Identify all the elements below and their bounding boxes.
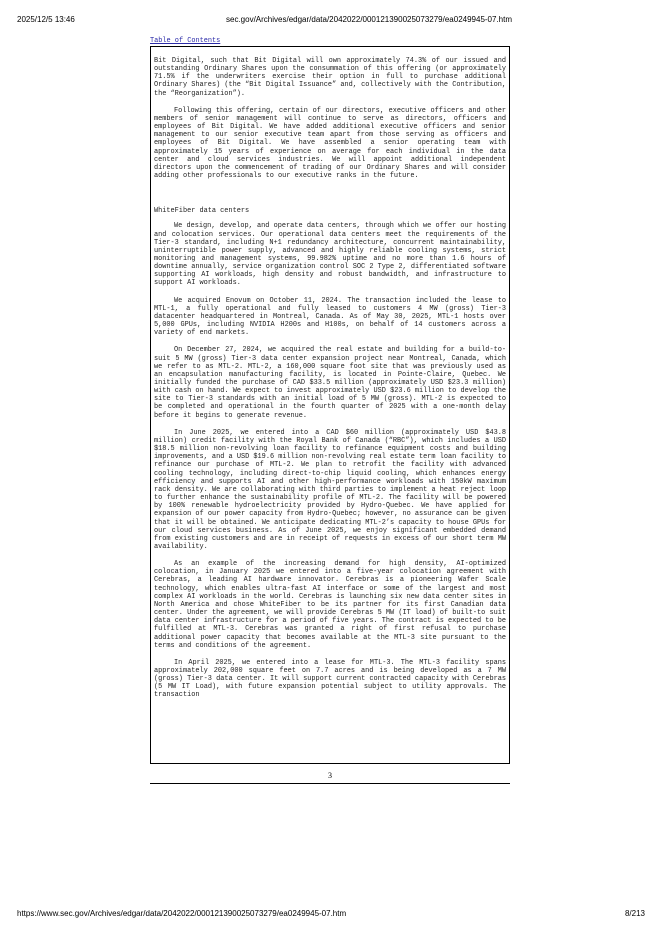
section-heading: WhiteFiber data centers <box>154 207 250 216</box>
print-page-title: sec.gov/Archives/edgar/data/2042022/000121390025073279/ea0249945-07.htm <box>226 15 513 24</box>
paragraph: In April 2025, we entered into a lease for MTL-3. The MTL-3 facility spans approximately 202,000 square feet on 7.7 acres and is being developed as a 7 MW (gross) Tier-3 data center. It will support current contracted capacity with Cerebras (5 MW IT Load), with future expansion potential subject to utility approvals. The transaction <box>154 658 506 700</box>
document-content-box <box>150 46 510 764</box>
paragraph: We design, develop, and operate data centers, through which we offer our hosting and colocation services. Our operational data centers meet the requirements of the Tier-3 standard, including N+1 redundancy architecture, concurrent maintainability, uninterruptible power supply, advanced and highly reliable cooling systems, strict monitoring and management systems, 99.982% uptime and no more than 1.6 hours of downtime annually, service organization control SOC 2 Type 2, differentiated software supporting AI workloads, high density and robust bandwidth, and infrastructure to support AI workloads. <box>154 222 506 288</box>
paragraph: On December 27, 2024, we acquired the real estate and building for a build-to-suit 5 MW (gross) Tier-3 data center expansion project near Montreal, Canada, which we refer to as MTL-2. MTL-2, a 160,000 square foot site that was previously used as an encapsulation manufacturing facility, is located in Pointe-Claire, Quebec. We initially funded the purchase of CAD $33.5 million (approximately USD $23.3 million) with cash on hand. We expect to invest approximately USD $23.6 million to develop the site to Tier-3 standards with an initial load of 5 MW (gross). MTL-2 is expected to be completed and operational in the fourth quarter of 2025 with a one-month delay before it begins to generate revenue. <box>154 346 506 420</box>
paragraph: In June 2025, we entered into a CAD $60 million (approximately USD $43.8 million) credit facility with the Royal Bank of Canada (“RBC”), which includes a USD $18.5 million non-revolving loan facility to refinance equipment costs and building improvements, and a USD $19.6 million non-revolving real estate term loan facility to refinance our purchase of MTL-2. We plan to retrofit the facility with advanced cooling technology, including direct-to-chip liquid cooling, which enhances energy efficiency and supports AI and other high-performance workloads with 150kW maximum rack density. We are collaborating with third parties to implement a heat reject loop to further enhance the sustainability profile of MTL-2. The facility will be powered by 100% renewable hydroelectricity provided by Hydro-Quebec. We have applied for expansion of our power capacity from Hydro-Quebec; however, no assurance can be given that it will be obtained. We anticipate dedicating MTL-2’s capacity to house GPUs for our cloud services business. As of June 2025, we enjoy significant embedded demand from existing customers and are in receipt of requests in excess of our short term MW availability. <box>154 428 506 551</box>
paragraph: As an example of the increasing demand for high density, AI-optimized colocation, in January 2025 we entered into a five-year colocation agreement with Cerebras, a leading AI hardware innovator. Cerebras is a pioneering Wafer Scale technology, which enables ultra-fast AI interface or some of the largest and most complex AI workloads in the world. Cerebras is launching six new data center sites in North America and chose WhiteFiber to be its partner for its first Canadian data center. Under the agreement, we will provide Cerebras 5 MW (IT load) of built-to suit data center infrastructure for a period of five years. The contract is expected to be fulfilled at MTL-3. Cerebras was granted a right of first refusal to purchase additional power capacity that becomes available at the MTL-3 site pursuant to the terms and conditions of the agreement. <box>154 560 506 650</box>
print-datetime: 2025/12/5 13:46 <box>17 15 75 24</box>
paragraph: Following this offering, certain of our directors, executive officers and other members of senior management will continue to serve as directors, officers and employees of Bit Digital. We have added additional executive officers and senior management to our senior executive team apart from those serving as officers and employees of Bit Digital. We have assembled a senior operating team with approximately 15 years of experience on average for each individual in the data center and cloud services industries. We will appoint additional independent directors upon the commencement of trading of our Ordinary Shares and will consider adding other professionals to our executive ranks in the future. <box>154 106 506 181</box>
print-page-count: 8/213 <box>624 909 645 918</box>
print-url: https://www.sec.gov/Archives/edgar/data/2042022/000121390025073279/ea0249945-07.htm <box>17 909 347 918</box>
paragraph: Bit Digital, such that Bit Digital will own approximately 74.3% of our issued and outstanding Ordinary Shares upon the consummation of this offering (or approximately 71.5% if the underwriters exercise their option in full to purchase additional Ordinary Shares) (the “Bit Digital Issuance” and, collectively with the Contribution, the “Reorganization”). <box>154 57 506 98</box>
page-number: 3 <box>328 771 332 780</box>
table-of-contents-link[interactable]: Table of Contents <box>150 37 221 45</box>
paragraph: We acquired Enovum on October 11, 2024. The transaction included the lease to MTL-1, a fully operational and fully leased to customers 4 MW (gross) Tier-3 datacenter headquartered in Montreal, Canada. As of May 30, 2025, MTL-1 hosts over 5,000 GPUs, including NVIDIA H200s and H100s, on behalf of 14 customers across a variety of end markets. <box>154 296 506 338</box>
page-divider <box>150 783 510 784</box>
